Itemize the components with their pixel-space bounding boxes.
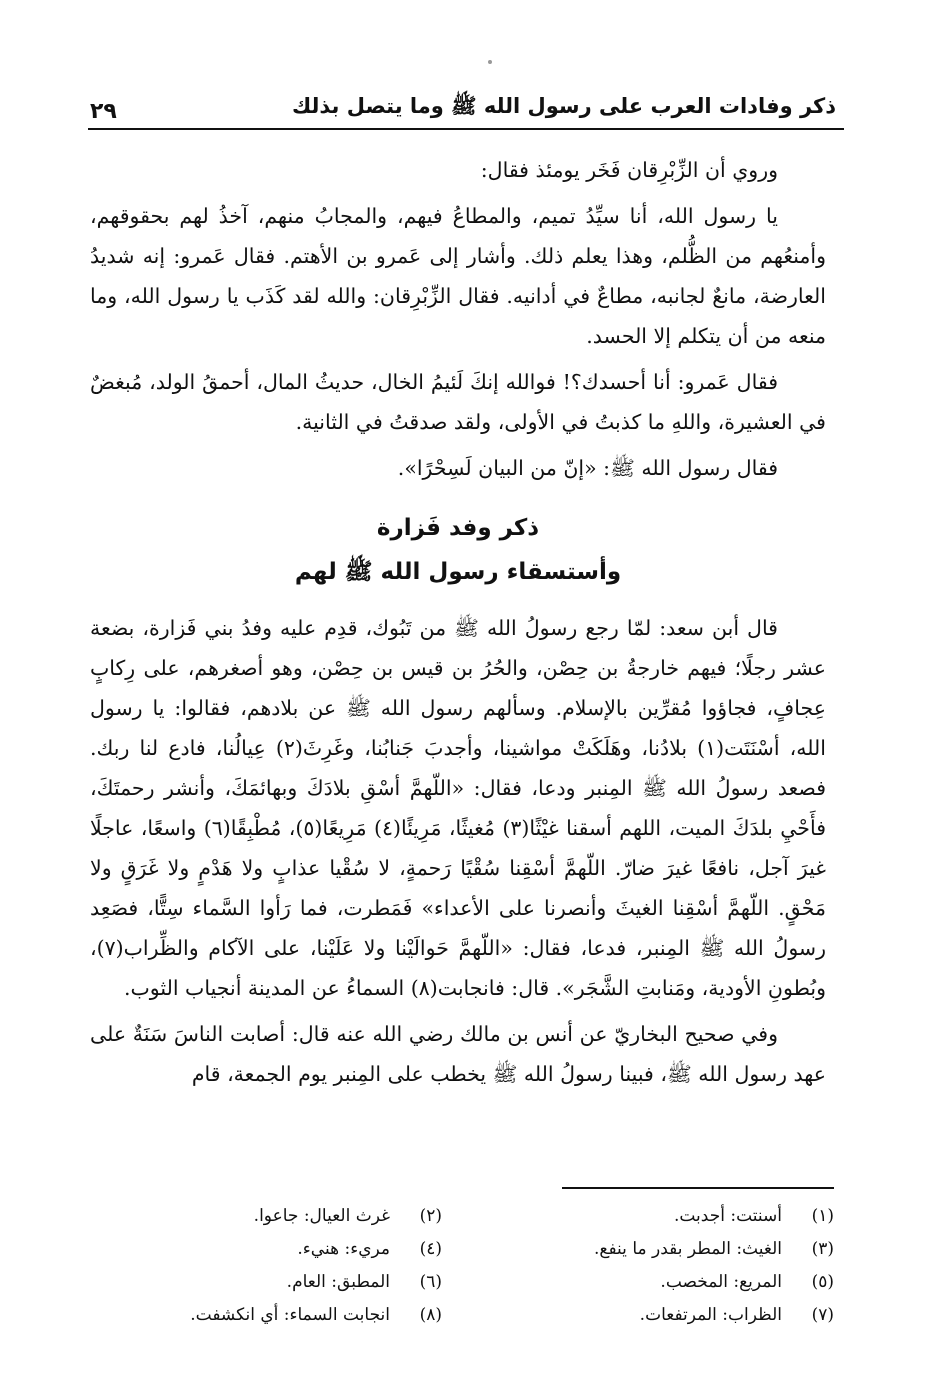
footnote-text: الظراب: المرتفعات. xyxy=(639,1305,782,1325)
header-rule xyxy=(88,128,844,130)
paragraph: وروي أن الزِّبْرِقان فَخَر يومئذ فقال: xyxy=(480,158,778,182)
footnote xyxy=(90,1233,442,1266)
main-text xyxy=(90,150,826,1100)
paragraph: فقال رسول الله ﷺ: «إنّ من البيان لَسِحْرًا». xyxy=(397,456,778,480)
footnote-text: غرث العيال: جاعوا. xyxy=(253,1206,390,1226)
footnote xyxy=(482,1200,834,1233)
footnote xyxy=(482,1266,834,1299)
footnotes xyxy=(90,1200,834,1332)
footnote-number: (١) xyxy=(811,1206,834,1226)
footnote-text: انجابت السماء: أي انكشفت. xyxy=(190,1305,390,1325)
footnote xyxy=(90,1200,442,1233)
paragraph: فقال عَمرو: أنا أحسدك؟! فوالله إنكَ لَئيمُ الخال، حديثُ المال، أحمقُ الولد، مُبغضٌ في العشيرة، واللهِ ما كذبتُ في الأولى، ولقد صدقتُ في الثانية. xyxy=(90,370,826,434)
footnote-text: المطبق: العام. xyxy=(286,1272,390,1292)
paragraph: يا رسول الله، أنا سيِّدُ تميم، والمطاعُ فيهم، والمجابُ منهم، آخذُ لهم بحقوقهم، وأمنعُهم من الظُّلم، وهذا يعلم ذلك. وأشار إلى عَمرو بن الأهتم. فقال عَمرو: إنه شديدُ العارضة، مانعٌ لجانبه، مطاعٌ في أدانيه. فقال الزِّبْرِقان: والله لقد كَذَب يا رسول الله، وما منعه من أن يتكلم إلا الحسد. xyxy=(90,204,826,348)
footnote-number: (٤) xyxy=(419,1239,442,1259)
footnote-number: (٨) xyxy=(419,1305,442,1325)
running-header xyxy=(90,88,836,124)
footnote-number: (٥) xyxy=(811,1272,834,1292)
footnote xyxy=(482,1233,834,1266)
footnote-text: مريء: هنيء. xyxy=(297,1239,390,1259)
page-number: ٢٩ xyxy=(90,99,117,124)
running-header-title: ذكر وفادات العرب على رسول الله ﷺ وما يتصل بذلك xyxy=(291,94,836,118)
footnote-text: الغيث: المطر بقدر ما ينفع. xyxy=(594,1239,782,1259)
section-heading: ذكر وفد فَزارة xyxy=(376,515,540,541)
paragraph: وفي صحيح البخاريّ عن أنس بن مالك رضي الله عنه قال: أصابت الناسَ سَنَةٌ على عهد رسول الله ﷺ، فبينا رسولُ الله ﷺ يخطب على المِنبر يوم الجمعة، قام xyxy=(90,1022,826,1086)
scan-speck xyxy=(488,60,492,64)
footnote-text: أسنتت: أجدبت. xyxy=(673,1206,782,1226)
footnote-number: (٣) xyxy=(811,1239,834,1259)
section-subheading: وأستسقاء رسول الله ﷺ لهم xyxy=(294,559,622,585)
footnote-text: المريع: المخصب. xyxy=(660,1272,782,1292)
footnote xyxy=(90,1299,442,1332)
footnote xyxy=(482,1299,834,1332)
footnote xyxy=(90,1266,442,1299)
footnote-separator xyxy=(562,1187,834,1189)
footnote-number: (٦) xyxy=(419,1272,442,1292)
footnote-number: (٧) xyxy=(811,1305,834,1325)
footnote-number: (٢) xyxy=(419,1206,442,1226)
paragraph: قال أبن سعد: لمّا رجع رسولُ الله ﷺ من تَبُوك، قدِم عليه وفدُ بني فَزارة، بضعة عشر رجلًا؛ فيهم خارجةُ بن حِصْن، والحُرُ بن قيس بن حِصْن، وهو أصغرهم، على رِكابٍ عِجافٍ، فجاؤوا مُقرِّين بالإسلام. وسألهم رسول الله ﷺ عن بلادهم، فقالوا: يا رسول الله، أسْنَتَت(١) بلادُنا، وهَلَكَتْ مواشينا، وأجدبَ جَنابُنا، وغَرِثَ(٢) عِيالُنا، فادع لنا ربك. فصعد رسولُ الله ﷺ المِنبر ودعا، فقال: «اللّهمَّ أسْقِ بلادَكَ وبهائمَكَ، وأنشر رحمتَكَ، فأَحْيِ بلدَكَ الميت، اللهم أسقنا غيْثًا(٣) مُغيثًا، مَرِيئًا(٤) مَرِيعًا(٥)، مُطْبِقًا(٦) واسعًا، عاجلًا غيرَ آجل، نافعًا غيرَ ضارّ. اللّهمَّ أسْقِنا سُقْيًا رَحمةٍ، لا سُقْيا عذابٍ ولا هَدْمٍ ولا غَرَقٍ ولا مَحْقٍ. اللّهمَّ أسْقِنا الغيثَ وأنصرنا على الأعداء» فَمَطرت، فما رَأوا السَّماء سِتًّا، فصَعِد رسولُ الله ﷺ المِنبر، فدعا، فقال: «اللّهمَّ حَوالَيْنا ولا عَلَيْنا، على الآكام والظِّراب(٧)، وبُطونِ الأودية، ومَنابتِ الشَّجَر». قال: فانجابت(٨) السماءُ عن المدينة أنجياب الثوب. xyxy=(90,616,827,1000)
